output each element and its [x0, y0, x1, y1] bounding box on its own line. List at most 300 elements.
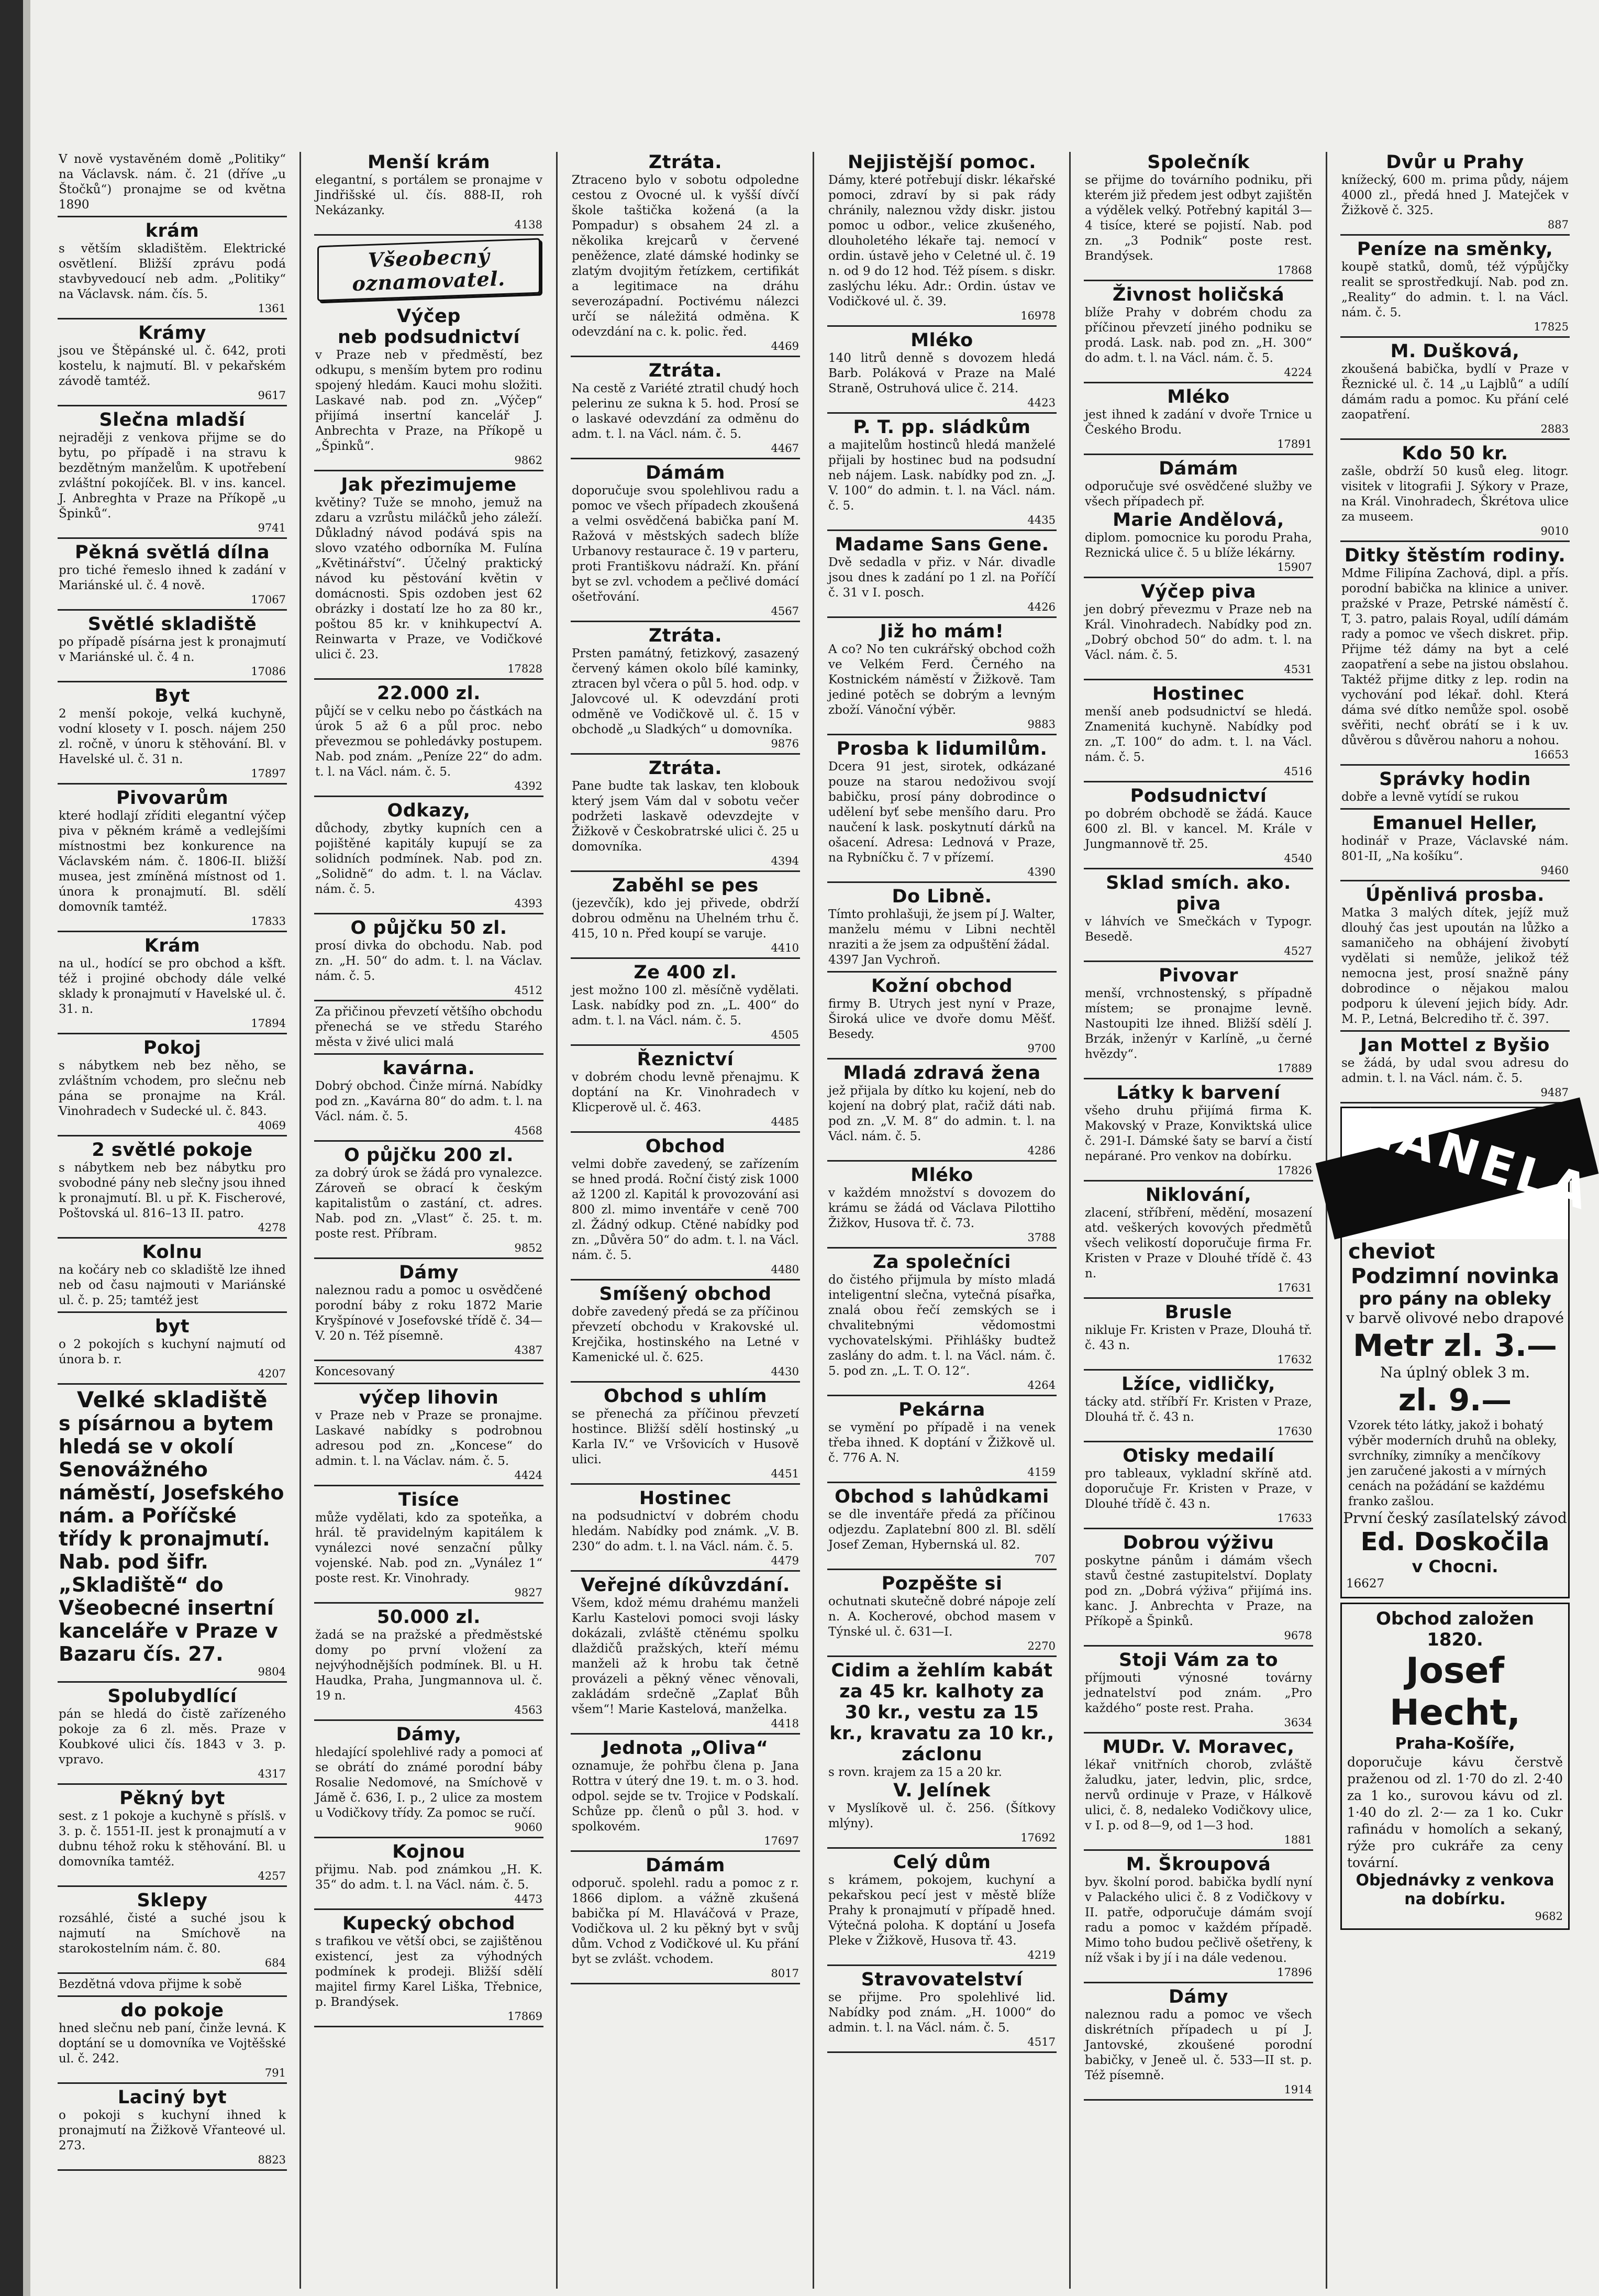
ad-body: a majitelům hostinců hledá manželé přijali by hostinec bud na podsudní neb nájem. Lask. nabídky pod zn. „J. V. 100“ do admin. t. l. na Václ. nám. č. 5.: [828, 438, 1056, 513]
ad-body: hledající spolehlivé rady a pomoci ať se obrátí do známé porodní báby Rosalie Nedomové, na Smíchově v Jámě č. 636, I. p., 2 ulice za mostem u Vodičkovy třídy. Za pomoc se ručí.: [315, 1746, 542, 1820]
ad-number: 1881: [1284, 1834, 1312, 1846]
ad-body: Prsten památný, fetizkový, zasazený červený kámen okolo bílé kaminky, ztracen byl včera o půl 5. hod. odp. v Jalovcové ul. K odevzdání proti odměně ve Vodičkově ul. č. 15 v obchodě „u Sladkých“ u domovníka.: [572, 647, 799, 736]
column-rule: [813, 152, 814, 2289]
classified-ad: [571, 360, 800, 459]
ad-heading: M. Dušková,: [1390, 341, 1520, 362]
ad-body: v Myslíkově ul. č. 256. (Šítkovy mlýny).: [828, 1802, 1056, 1830]
classified-ad: [827, 886, 1057, 973]
ad-heading: Úpěnlivá prosba.: [1365, 885, 1545, 906]
ad-number: 9678: [1284, 1629, 1312, 1642]
ad-number: 4418: [771, 1717, 799, 1730]
ad-heading: Celý dům: [893, 1852, 991, 1873]
classified-ad: [314, 1005, 543, 1055]
classified-ad: [314, 1145, 543, 1259]
ad-body: pro tableaux, vykladní skříně atd. doporučuje Fr. Kristen v Praze, v Dlouhé třídě č. 43 n.: [1085, 1467, 1312, 1511]
classified-ad: [571, 1738, 800, 1852]
ad-heading: Pivovarům: [116, 788, 229, 809]
ad-number: 17826: [1277, 1164, 1312, 1177]
ad-subheading: Marie Andělová,: [1113, 510, 1284, 531]
ad-body: Dobrý obchod. Činže mírná. Nabídky pod zn. „Kavárna 80“ do adm. t. l. na Václ. nám. č. 5.: [315, 1079, 542, 1123]
ad-number: 4473: [514, 1893, 542, 1905]
ad-heading: Společník: [1147, 152, 1250, 173]
ad-heading: Laciný byt: [117, 2087, 227, 2108]
ad-body: A co? No ten cukrářský obchod cožh ve Velkém Ferd. Černého na Kostnickém náměstí v Žižkově. Tam jediné potěch se dobrým a levným zboží. Vánoční výběr.: [828, 643, 1056, 717]
ad-body: se žádá, by udal svou adresu do admin. t. l. na Václ. nám. č. 5.: [1341, 1056, 1569, 1085]
ad-body: se přijme do továrního podniku, při kterém již předem jest odbyt zajištěn a výdělek velký. Potřebný kapitál 3—4 tisíce, které se pojistí. Nab. pod zn. „3 Podnik“ poste rest. Brandýsek.: [1085, 173, 1312, 263]
page-binding-edge: [0, 0, 23, 2296]
classified-ad: [827, 1165, 1057, 1249]
ad-heading: do pokoje: [120, 2000, 224, 2021]
ad-signature: 4397 Jan Vychroň.: [828, 953, 941, 967]
ad-number: 4512: [514, 984, 542, 997]
banner-word: ZANELA: [1354, 1098, 1599, 1222]
ad-number: 4540: [1284, 852, 1312, 865]
ad-heading: Emanuel Heller,: [1372, 813, 1538, 834]
ad-body: v láhvích ve Smečkách v Typogr. Besedě.: [1085, 915, 1312, 944]
ad-body: 2 menší pokoje, velká kuchyně, vodní klosety v I. posch. nájem 250 zl. ročně, v únoru k stěhování. Bl. v Havelské ul. č. 31 n.: [59, 707, 286, 766]
ad-number: 2883: [1540, 423, 1569, 435]
classified-ad: [314, 1607, 543, 1721]
ad-body: pán se hledá do čistě zařízeného pokoje za 6 zl. měs. Praze v Koubkové ulici čís. 1843 v 3. p. vpravo.: [59, 1707, 286, 1767]
ad-heading: Madame Sans Gene.: [835, 534, 1049, 555]
classified-ad: [571, 1488, 800, 1572]
ad-body: příjmouti výnosné továrny jednatelství pod znám. „Pro každého“ poste rest. Praha.: [1085, 1671, 1312, 1715]
ad-number: 16627: [1346, 1577, 1385, 1591]
classified-ad: [827, 417, 1057, 531]
classified-ad: [1084, 284, 1313, 383]
classified-ad: [58, 220, 287, 319]
ad-number: 17692: [1020, 1831, 1056, 1844]
zanela-banner: [1342, 1098, 1599, 1239]
ad-heading: krám: [145, 220, 199, 241]
ad-number: 4469: [771, 340, 799, 352]
page-binding-shadow: [23, 0, 30, 2296]
classified-ad: [58, 152, 287, 217]
ad-body: jsou ve Štěpánské ul. č. 642, proti kostelu, k najmutí. Bl. v pekařském závodě tamtéž.: [59, 344, 286, 388]
ad-body: jen dobrý převezmu v Praze neb na Král. Vinohradech. Nabídky pod zn. „Dobrý obchod 50“ do adm. t. l. na Václ. nám. č. 5.: [1085, 603, 1312, 662]
ad-heading: Kupecký obchod: [342, 1913, 516, 1934]
classified-ad: [58, 323, 287, 406]
ad-body: dobře a levně vytídí se rukou: [1341, 790, 1519, 804]
ad-heading: Správky hodin: [1379, 769, 1531, 790]
classified-ad: [1084, 786, 1313, 869]
ad-number: 4390: [1027, 866, 1056, 878]
ad-name: Josef Hecht,: [1389, 1650, 1521, 1734]
ad-heading: Pekárna: [898, 1399, 985, 1420]
ad-number: 16978: [1020, 310, 1056, 322]
ad-heading: O půjčku 50 zl.: [350, 918, 507, 939]
ad-body: prosí divka do obchodu. Nab. pod zn. „H. 50“ do adm. t. l. na Václav. nám. č. 5.: [315, 939, 542, 983]
ad-town: Praha-Košíře,: [1395, 1735, 1515, 1753]
classified-ad: [571, 625, 800, 755]
ad-heading: Peníze na směnky,: [1357, 239, 1553, 260]
ad-body: se přijme. Pro spolehlivé lid. Nabídky pod znám. „H. 1000“ do admin. t. l. na Václ. nám. č. 5.: [828, 1991, 1056, 2035]
classified-ad: [58, 410, 287, 539]
ad-body: knížecký, 600 m. prima půdy, nájem 4000 zl., předá hned J. Matejček v Žižkově č. 325.: [1341, 173, 1569, 217]
ad-body: v Praze neb v předměstí, bez odkupu, s menším bytem pro rodinu spojený hledám. Kauci mohu složiti. Laskavé nab. pod zn. „Výčep“ přijímá insertní kancelář J. Anbrechta v Praze, na Příkopě u „Špinků“.: [315, 348, 542, 453]
ad-body: jest ihned k zadání v dvoře Trnice u Českého Brodu.: [1085, 408, 1312, 437]
ad-heading: Ztráta.: [648, 360, 723, 381]
classified-ad: [1084, 152, 1313, 281]
ad-heading: Jak přezimujeme: [341, 474, 517, 495]
ad-body: Mdme Filipína Zachová, dipl. a přís. porodní babička na klinice a univer. pražské v Praze, Petrské náměstí č. T, 3. patro, palais Royal, udílí dámám rady a pomoc ve všech diskret. přip. Přijme též dámy na byt a celé zaopatření a sebe na jistou obslahou. Taktéž přijme ditky z lep. rodin na vychování pod lékař. dohl. Která dáma své dítko nemůže spol. osobě svěřiti, nechť obrátí se i k uv. důvěrou s důvěrou nahoru a nohou.: [1341, 567, 1569, 747]
ad-body: koupě statků, domů, též výpůjčky realit se sprostředkují. Nab. pod zn. „Reality“ do admin. t. l. na Václ. nám. č. 5.: [1341, 260, 1569, 319]
ad-heading: Mléko: [1167, 387, 1230, 407]
classified-ad: [1340, 443, 1570, 542]
ad-heading: Dámy: [399, 1262, 459, 1283]
ad-heading: Pivovar: [1159, 965, 1238, 986]
ad-body: zašle, obdrží 50 kusů eleg. litogr. visitek v litografii J. Sýkory v Praze, na Král. Vinohradech, Škrétova ulice za museem.: [1341, 465, 1569, 524]
ad-body: Dámy, které potřebují diskr. lékařské pomoci, zdraví by si pak rády chránily, naleznou vždy diskr. jistou pomoc u odbor., velice zkušeného, dlouholetého lékaře taj. nemocí v ordin. ústavě jeho v Celetné ul. č. 19 n. od 9 do 12 hod. Též písem. s diskr. zaslýchu léku. Adr.: Ordin. ústav ve Vodičkové ul. č. 39.: [828, 173, 1056, 308]
classified-ad: [1084, 1532, 1313, 1647]
ad-body: diplom. pomocnice ku porodu Praha, Reznická ulice č. 5 u blíže lékárny.: [1085, 531, 1312, 560]
classified-ad: [571, 962, 800, 1046]
ad-number: 791: [264, 2067, 286, 2079]
ad-body: Tímto prohlašuji, že jsem pí J. Walter, manželu mému v Libni nechtěl nraziti a že jsem za odpuštění žádal.: [828, 908, 1056, 952]
ad-heading: 22.000 zl.: [377, 683, 481, 704]
ad-heading: Kožní obchod: [871, 976, 1013, 997]
classified-ad: [1084, 1302, 1313, 1371]
column-rule: [299, 152, 301, 2289]
classified-ad: [314, 1724, 543, 1838]
ad-heading: Krámy: [138, 323, 206, 344]
ad-heading: Brusle: [1164, 1302, 1232, 1323]
ad-body: žadá se na pražské a předměstské domy po první vložení za nejvýhodnějších podmínek. Bl. u H. Haudka, Praha, Jungmannova ul. č. 19 n.: [315, 1628, 542, 1703]
ad-body: přijmu. Nab. pod známkou „H. K. 35“ do adm. t. l. na Václ. nám. č. 5.: [315, 1863, 542, 1892]
ad-number: 4410: [771, 942, 799, 954]
ad-body: s písárnou a bytem hledá se v okolí Senovážného náměstí, Josefského nám. a Poříčské třídy k pronajmutí. Nab. pod šifr. „Skladiště“ do Všeobecné insertní kanceláře v Praze v Bazaru čís. 27.: [59, 1412, 284, 1665]
ad-body: v dobrém chodu levně přenajmu. K doptání na Kr. Vinohradech v Klicperově ul. č. 463.: [572, 1070, 799, 1114]
ad-heading: Dámy,: [396, 1724, 462, 1745]
classified-ad: [827, 1660, 1057, 1849]
ad-body: po dobrém obchodě se žádá. Kauce 600 zl. Bl. v kancel. M. Krále v Jungmannově tř. 25.: [1085, 807, 1312, 851]
ad-number: 17889: [1277, 1062, 1312, 1075]
ad-number: 17631: [1277, 1282, 1312, 1294]
ad-number: 4563: [514, 1704, 542, 1716]
classified-ad: [571, 152, 800, 357]
ad-heading: Obchod s lahůdkami: [835, 1486, 1049, 1507]
ad-heading: Pěkná světlá dílna: [75, 542, 270, 563]
section-sign: [317, 238, 540, 302]
classified-ad: [1084, 1854, 1313, 1983]
classified-ad: [827, 1063, 1057, 1162]
ad-heading: Ztráta.: [648, 625, 723, 646]
classified-ad: [1084, 458, 1313, 578]
ad-body: blíže Prahy v dobrém chodu za příčinou převzetí jiného podniku se prodá. Lask. nab. pod zn. „H. 300“ do adm. t. l. na Václ. nám. č. 5.: [1085, 306, 1312, 365]
ad-body: zlacení, stříbření, mědění, mosazení atd. veškerých kovových předmětů všech velikostí doporučuje firma Fr. Kristen v Praze v Dlouhé třídě č. 43 n.: [1085, 1206, 1312, 1281]
ad-body: 140 litrů denně s dovozem hledá Barb. Poláková v Praze na Malé Straně, Ostruhová ulice č. 214.: [828, 351, 1056, 395]
ad-number: 4392: [514, 780, 542, 792]
ad-number: 17825: [1534, 321, 1569, 333]
ad-heading: Jan Mottel z Byšio: [1360, 1035, 1550, 1056]
ad-number: 4207: [258, 1367, 286, 1380]
classified-ad: [1084, 1650, 1313, 1734]
classified-ad: [314, 1913, 543, 2027]
ad-body: do čistého přijmula by místo mladá inteligentní slečna, vytečná písařka, znalá obou řečí zemských se i chvalitebnými vědomostmi vychovatelskými. Přihlášky budtež zaslány do adm. t. l. na Václ. nám. č. 5. pod zn. „L. T. O. 12“.: [828, 1273, 1056, 1378]
ad-body: s nábytkem neb bez něho, se zvláštním vchodem, pro slečnu neb pána se pronajme na Král. Vinohradech v Sudecké ul. č. 843.: [59, 1059, 286, 1118]
ad-heading: Spolubydlící: [107, 1686, 237, 1707]
classified-ad: [827, 1573, 1057, 1657]
ad-number: 4219: [1027, 1949, 1056, 1961]
ad-number: 8823: [258, 2154, 286, 2166]
ad-number: 4317: [258, 1768, 286, 1780]
ad-number: 17897: [251, 767, 286, 780]
ad-heading: Světlé skladiště: [87, 614, 257, 635]
ad-body: na podsudnictví v dobrém chodu hledám. Nabídky pod známk. „V. B. 230“ do adm. t. l. na Václ. nám. č. 5.: [572, 1509, 799, 1553]
ad-heading: Za společníci: [873, 1252, 1011, 1273]
ad-heading: Tisíce: [398, 1489, 460, 1510]
ad-body: Koncesovaný: [315, 1365, 395, 1378]
classified-ad: [827, 621, 1057, 735]
ad-number: 17630: [1277, 1425, 1312, 1438]
ad-body: odporuč. spolehl. radu a pomoc z r. 1866 diplom. a vážně zkušená babička pí M. Hlaváčová v Praze, Vodičkova ul. 2 ku pěkný byt v svůj dům. Vchod z Vodičkové ul. Ku přání byt se zvlášt. vchodem.: [572, 1876, 799, 1966]
ad-heading: Obchod: [645, 1136, 726, 1157]
classified-ad: [58, 1977, 287, 1997]
ad-number: 4286: [1027, 1144, 1056, 1157]
ad-number: 4430: [771, 1365, 799, 1378]
ad-number: 4505: [771, 1029, 799, 1041]
ad-body: nejraději z venkova přijme se do bytu, po případě i na stravu k bezdětným manželům. K upotřebení zvláštní pokojíček. Bl. v ins. kancel. J. Anbreghta v Praze na Příkopě „u Špinků“.: [59, 431, 286, 521]
ad-heading: Sklepy: [137, 1890, 208, 1911]
ad-number: 4257: [258, 1870, 286, 1882]
classified-ad: [1340, 885, 1570, 1032]
ad-number: 4527: [1284, 945, 1312, 957]
ad-body: firmy B. Utrych jest nyní v Praze, Široká ulice ve dvoře domu Měšť. Besedy.: [828, 997, 1056, 1041]
classified-ad: [1084, 1986, 1313, 2101]
ad-body: zkoušená babička, bydlí v Praze v Řeznické ul. č. 14 „u Lajblů“ a udílí dámám radu a pomoc. Ku přání celé zaopatření.: [1341, 362, 1569, 422]
ad-heading: Zaběhl se pes: [612, 875, 759, 896]
ad-number: 9741: [258, 522, 286, 534]
ad-heading: Ditky štěstím rodiny.: [1344, 545, 1566, 566]
ad-body: oznamuje, že pohřbu člena p. Jana Rottra v úterý dne 19. t. m. o 3. hod. odpol. sejde se tv. Trojice v Podskalí. Schůze pp. členů o půl 3. hod. v spolkovém.: [572, 1759, 799, 1834]
ad-body: velmi dobře zavedený, se zařízením se hned prodá. Roční čistý zisk 1000 až 1200 zl. Kapitál k provozování asi 800 zl. mimo inventáře v ceně 700 zl. Žádný odkup. Ctěné nabídky pod zn. „Důvěra 50“ do adm. t. l. na Václ. nám. č. 5.: [572, 1157, 799, 1262]
column-rule: [1326, 152, 1327, 2289]
ad-body: V nově vystavěném domě „Politiky“ na Václavsk. nám. č. 21 (dříve „u Štočků“) pronajme se od května 1890: [59, 152, 286, 212]
ad-founded: Obchod založen 1820.: [1376, 1608, 1534, 1650]
ad-number: 4567: [771, 605, 799, 617]
classified-ad: [58, 542, 287, 611]
ad-number: 4069: [258, 1119, 286, 1132]
ad-body: se vymění po případě i na venek třeba ihned. K doptání v Žižkově ul. č. 776 A. N.: [828, 1421, 1056, 1465]
ad-heading: 2 světlé pokoje: [92, 1140, 253, 1161]
classified-ad: [827, 1252, 1057, 1396]
ad-body: s nábytkem neb bez nábytku pro svobodné pány neb slečny jsou ihned k pronajmutí. Bl. u př. K. Fischerové, Poštovská ul. 816–13 II. patro.: [59, 1161, 286, 1220]
ad-number: 4224: [1284, 366, 1312, 379]
ad-number: 4393: [514, 897, 542, 910]
classified-ad: [827, 534, 1057, 618]
ad-heading: Otisky medailí: [1123, 1445, 1274, 1466]
ad-number: 4517: [1027, 2036, 1056, 2048]
ad-number: 17632: [1277, 1353, 1312, 1366]
classified-ad: [571, 1386, 800, 1485]
classified-ad: [827, 1852, 1057, 1966]
ad-body: Matka 3 malých dítek, jejíž muž dlouhý čas jest upoután na lůžko a samaničeho na obhájení živobytí vydělati si nemůže, jelikož též nemocna jest, prosí snažně pány dobrodince o nějakou malou podporu k úlevení jejich bídy. Adr. M. P., Letná, Belcrediho tř. č. 397.: [1341, 906, 1569, 1026]
classified-ad: [571, 875, 800, 959]
ad-number: 4531: [1284, 663, 1312, 676]
ad-number: 4423: [1027, 396, 1056, 409]
ad-body: s trafikou ve větší obci, se zajištěnou existencí, jest za výhodných podmínek k prodeji. Bližší sdělí majitel firmy Karel Liška, Třebnice, p. Brandýsek.: [315, 1935, 542, 2009]
ad-body: byv. školní porod. babička bydlí nyní v Palackého ulici č. 8 z Vodičkovy v II. patře, odporučuje dámám svojí radu a pomoc v každém případě. Mimo toho budou pečlivě ošetřeny, k níž však i by jí i na dále vedenou.: [1085, 1875, 1312, 1965]
classified-ad: [314, 152, 543, 236]
ad-number: 684: [264, 1957, 286, 1969]
ad-company: Ed. Doskočila: [1360, 1527, 1550, 1557]
ad-body: menší, vrchnostenský, s případně místem; se pronajme levně. Nastoupiti lze ihned. Bližší sdělí J. Brzák, inženýr v Karlíně, „u černé hvězdy“.: [1085, 987, 1312, 1061]
classified-ad: [1084, 1083, 1313, 1182]
ad-heading: Stravovatelství: [861, 1969, 1023, 1990]
ad-body: Na cestě z Variété ztratil chudý hoch pelerinu ze sukna k 5. hod. Prosí se o laskavé odevzdání za odměnu do adm. t. l. na Václ. nám. č. 5.: [572, 382, 799, 441]
classified-ad: [314, 800, 543, 914]
ad-number: 17894: [251, 1017, 286, 1030]
ad-body: květiny? Tuže se mnoho, jemuž na zdaru a vzrůstu miláčků jeho záleží. Důkladný návod podává spis na slovo vzatého odborníka M. Fulína „Květinářství“. Účelný praktický návod ku pěstování květin v domácnosti. Spis ozdoben jest 62 obrázky i dostatí lze ho za 80 kr., poštou 85 kr. v knihkupectví A. Reinwarta v Praze, ve Vodičkové ulici č. 23.: [315, 496, 542, 661]
classified-ad: [58, 1788, 287, 1887]
ad-body: odporučuje své osvědčené služby ve všech případech př.: [1085, 480, 1312, 509]
ad-heading: Dámám: [1159, 458, 1238, 479]
ad-number: 9060: [514, 1821, 542, 1834]
ad-number: 9804: [258, 1665, 286, 1678]
classified-ad: [571, 1136, 800, 1281]
ad-body: po případě písárna jest k pronajmutí v Mariánské ul. č. 4 n.: [59, 635, 286, 664]
ad-body: se dle inventáře předá za příčinou odjezdu. Zaplatební 800 zl. Bl. sdělí Josef Zeman, Hybernská ul. 82.: [828, 1508, 1056, 1552]
classified-ad: [1084, 873, 1313, 962]
ad-number: 17828: [507, 663, 542, 675]
ad-subheading: V. Jelínek: [893, 1780, 991, 1801]
ad-number: 887: [1547, 218, 1569, 231]
ad-body: Bezdětná vdova přijme k sobě: [59, 1978, 242, 1991]
ad-column: [1340, 152, 1599, 2289]
ad-body: Za přičinou převzetí většího obchodu přenechá se ve středu Starého města v živé ulici malá: [315, 1005, 542, 1049]
ad-heading: Krám: [144, 935, 201, 956]
ad-heading: Mléko: [910, 1165, 973, 1186]
ad-body: doporučuje kávu čerstvě praženou od zl. 1·70 do zl. 2·40 za 1 ko., surovou kávu od zl. 1·40 do zl. 2·— za 1 ko. Cukr rafinádu v homolích a sekaný, rýže pro cukráře za ceny tovární.: [1347, 1754, 1563, 1870]
ad-line4: v barvě olivové nebo drapové: [1346, 1309, 1564, 1327]
ad-number: 9487: [1540, 1086, 1569, 1099]
ad-body: všeho druhu přijímá firma K. Makovský v Praze, Konviktská ulice č. 291-I. Dámské šaty se barví a čistí nepárané. Pro venkov na dobírku.: [1085, 1104, 1312, 1163]
classified-ad: [1084, 1374, 1313, 1442]
ad-body: Dcera 91 jest, sirotek, odkázané pouze na starou nedoživou svojí babičku, prosí pány dobrodince o udělení byť sebe menšího daru. Pro naučení k lask. poskytnutí dárků na ošacení. Adresa: Lednová v Praze, na Rybníčku č. 7 v přízemí.: [828, 760, 1056, 865]
ad-body: Všem, kdož mému drahému manželi Karlu Kastelovi pomoci svoji lásky dokázali, zvláště ctěnému spolku dlaždičů pražských, kteří mému manželi až k hrobu tak četně provázeli a pěkný věnec věnovali, zakládám srdečně „Zaplať Bůh všem“! Marie Kastelová, manželka.: [572, 1596, 799, 1716]
ad-number: 3788: [1027, 1231, 1056, 1244]
ad-line5: Na úplný oblek 3 m.: [1380, 1364, 1530, 1381]
classified-ad: [58, 1890, 287, 1974]
ad-heading: O půjčku 200 zl.: [344, 1145, 514, 1166]
ad-heading: Sklad smích. ako. piva: [1106, 873, 1291, 914]
ad-heading: Dobrou výživu: [1123, 1532, 1274, 1553]
ad-heading: Pěkný byt: [119, 1788, 225, 1809]
ad-body: hodinář v Praze, Václavské nám. 801-II, „Na košíku“.: [1341, 834, 1569, 863]
ad-number: 16653: [1534, 748, 1569, 761]
ad-number: 4387: [514, 1344, 542, 1356]
classified-ad: [314, 1489, 543, 1604]
ad-column: [827, 152, 1057, 2289]
ad-number: 4435: [1027, 514, 1056, 526]
classified-ad: [571, 1284, 800, 1383]
ad-body: s rovn. krajem za 15 a 20 kr.: [828, 1765, 1002, 1779]
ad-heading: 50.000 zl.: [377, 1607, 481, 1628]
ad-body: za dobrý úrok se žádá pro vynalezce. Zároveň se obrací k českým kapitalistům o zastání, ct. adres. Nab. pod zn. „Vlast“ č. 25. t. m. poste rest. Příbram.: [315, 1166, 542, 1241]
ad-body: hned slečnu neb paní, činže levná. K doptání se u domovníka ve Vojtěšské ul. č. 242.: [59, 2022, 286, 2066]
ad-heading: Veřejné díkůvzdání.: [581, 1575, 790, 1596]
ad-heading: Slečna mladší: [99, 410, 246, 431]
ad-number: 4480: [771, 1263, 799, 1276]
ad-heading: Hostinec: [1152, 683, 1245, 704]
classified-ad: [58, 1388, 287, 1683]
ad-number: 4485: [771, 1116, 799, 1128]
ad-body: sest. z 1 pokoje a kuchyně s příslš. v 3. p. č. 1551-II. jest k pronajmutí a v dubnu téhož roku k stěhování. Bl. u domovníka tamtéž.: [59, 1809, 286, 1869]
ad-price2: zl. 9.—: [1398, 1382, 1512, 1418]
ad-number: 9617: [258, 389, 286, 402]
classified-ad: [571, 1575, 800, 1735]
ad-number: 9682: [1535, 1910, 1563, 1923]
classified-ad: [1084, 1445, 1313, 1529]
ad-body: naleznou radu a pomoc ve všech diskrétních případech u pí J. Jantovské, zkoušené porodní babičky, v Jeneě ul. č. 533—II st. p. Též písemně.: [1085, 2008, 1312, 2082]
ad-heading: Lžíce, vidličky,: [1121, 1374, 1275, 1395]
ad-heading: Mléko: [910, 330, 973, 351]
classified-ad: [314, 1841, 543, 1910]
ad-body: (jezevčík), kdo jej přivede, obdrží dobrou odměnu na Uhelném trhu č. 415, 10 n. Před koupí se varuje.: [572, 897, 799, 941]
classified-ad: [827, 1969, 1057, 2053]
ad-column: [314, 152, 543, 2289]
classified-ad: [58, 1242, 287, 1313]
ad-number: 9700: [1027, 1042, 1056, 1055]
ad-number: 9827: [514, 1586, 542, 1599]
classified-ad: [571, 1049, 800, 1133]
ad-body: může vydělati, kdo za spoteňka, a hrál. tě pravidelným kapitálem k vynálezci nové senzační půlky vojenské. Nab. pod zn. „Vynález 1“ poste rest. Kr. Vinohrady.: [315, 1511, 542, 1585]
classified-ad: [1340, 152, 1570, 236]
ad-heading: Niklování,: [1145, 1185, 1252, 1206]
ad-heading: Mladá zdravá žena: [843, 1063, 1041, 1084]
ad-number: 4516: [1284, 765, 1312, 778]
classified-ad: [314, 1262, 543, 1361]
ad-body: elegantní, s portálem se pronajme v Jindřišské ul. čís. 888-II, roh Nekázanky.: [315, 173, 542, 217]
ad-column: [571, 152, 800, 2289]
ad-number: 4479: [771, 1554, 799, 1567]
ad-body: na kočáry neb co skladiště lze ihned neb od času najmouti v Mariánské ul. č. p. 25; tamtéž jest: [59, 1263, 286, 1307]
ad-heading: byt: [154, 1316, 190, 1337]
ad-number: 4426: [1027, 601, 1056, 613]
ad-number: 9010: [1540, 525, 1569, 537]
classified-ad: [1340, 813, 1570, 881]
ad-body: v každém množství s dovozem do krámu se žádá od Václava Pilottiho Žižkov, Husova tř. č. 73.: [828, 1186, 1056, 1230]
classified-ads-page: [58, 152, 1599, 2289]
classified-ad: [827, 1399, 1057, 1483]
ad-heading: Látky k barvení: [1116, 1083, 1281, 1103]
classified-ad: [314, 306, 543, 471]
ad-body: se přenechá za příčinou převzetí hostince. Bližší sdělí hostinský „u Karla IV.“ ve Vršovicích v Husově ulici.: [572, 1407, 799, 1466]
classified-ad: [571, 1855, 800, 1984]
ad-heading: Dámy: [1169, 1986, 1228, 2007]
ad-heading: Hostinec: [639, 1488, 732, 1509]
ad-heading: Menší krám: [367, 152, 491, 173]
classified-ad: [571, 758, 800, 872]
ad-number: 17067: [251, 593, 286, 606]
ad-body: nikluje Fr. Kristen v Praze, Dlouhá tř. č. 43 n.: [1085, 1323, 1312, 1352]
ad-number: 9883: [1027, 718, 1056, 731]
classified-ad: [1340, 341, 1570, 440]
ad-number: 4278: [258, 1221, 286, 1234]
ad-small: Vzorek této látky, jakož i bohatý výběr moderních druhů na obleky, svrchníky, zimníky a menčíkovy jen zaručené jakosti a v mírných cenách na požádání se každému franko zašlou.: [1348, 1419, 1557, 1508]
ad-number: 17891: [1277, 438, 1312, 450]
ad-heading: Jednota „Oliva“: [602, 1738, 769, 1759]
ad-heading: Cidim a žehlím kabát za 45 kr. kalhoty za 30 kr., vestu za 15 kr., kravatu za 10 kr., záclonu: [829, 1660, 1054, 1765]
ad-body: Ztraceno bylo v sobotu odpoledne cestou z Ovocné ul. k vyšší dívčí škole taštička kožená (a la Pompadur) s obsahem 24 zl. a několika krejcarů v červené peněžence, zlaté dámské hodinky se zlatým dvojitým řetízkem, certifikát a legitimace na dráhu severozápadní. Poctivému nálezci určí se náležitá odměna. K odevzdání na c. k. polic. řed.: [572, 173, 799, 339]
ad-body: jest možno 100 zl. měsíčně vydělati. Lask. nabídky pod zn. „L. 400“ do adm. t. l. na Václ. nám. č. 5.: [572, 984, 799, 1028]
ad-number: 4264: [1027, 1379, 1056, 1392]
ad-body: tácky atd. stříbří Fr. Kristen v Praze, Dlouhá tř. č. 43 n.: [1085, 1395, 1312, 1424]
classified-ad: [1084, 965, 1313, 1079]
ad-body: doporučuje svou spolehlivou radu a pomoc ve všech případech zkoušená a velmi osvědčená babička paní M. Ražová v městských sadech blíže Urbanovy restaurace č. 19 v parteru, proti Františkovu nádraží. Kn. přání byt se zvl. vchodem a pečlivé domácí ošetřování.: [572, 484, 799, 604]
classified-ad: [314, 1364, 543, 1384]
ad-heading: Výčep piva: [1140, 581, 1257, 602]
